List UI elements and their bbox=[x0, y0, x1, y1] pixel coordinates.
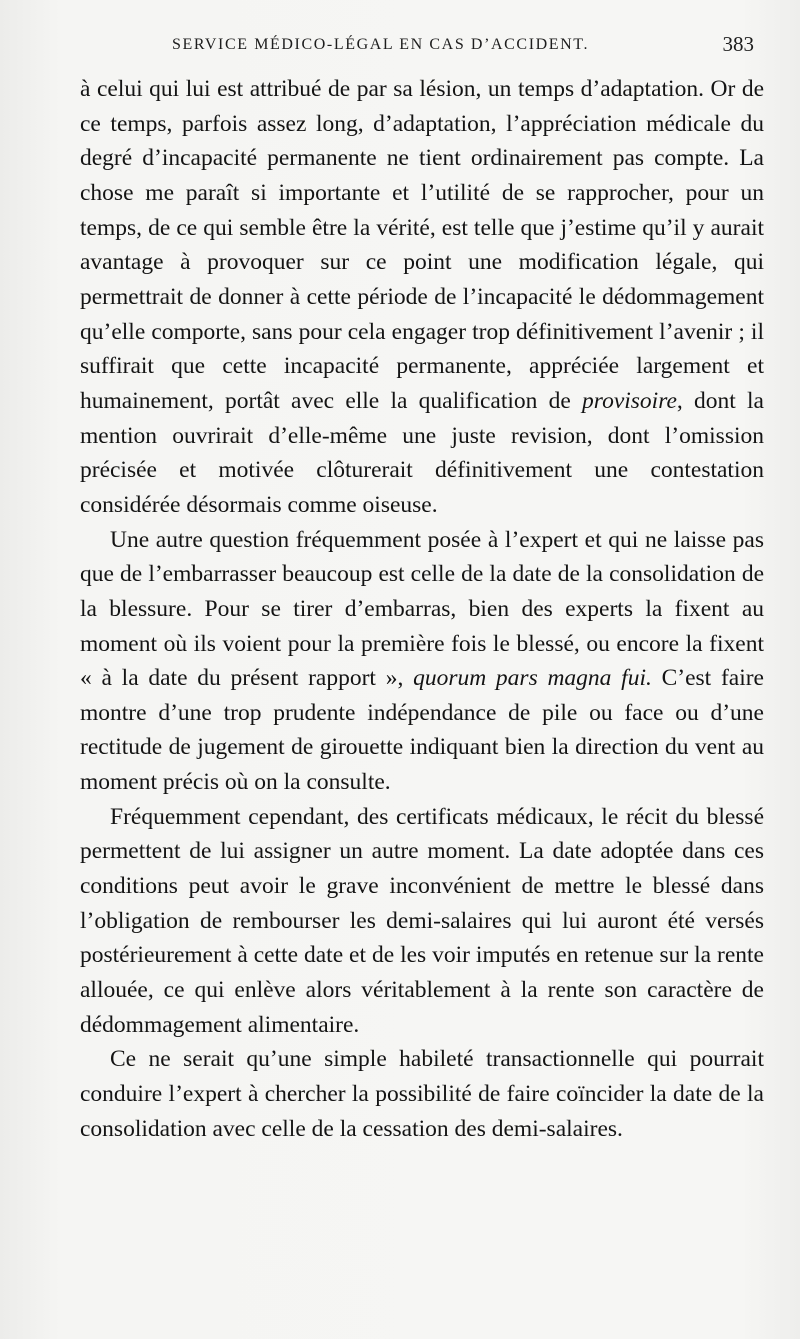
text-segment: Une autre question fréquemment posée à l’expert et qui ne laisse pas que de l’embarrasser beaucoup est celle de la date de la consolidation de la blessure. Pour se tirer d’embarras, bien des experts la fixent au moment où ils voient pour la première fois le blessé, ou encore la fixent « à la date du présent rapport », bbox=[80, 526, 764, 692]
page-number: 383 bbox=[722, 32, 754, 56]
text-segment: , dont la mention ouvrirait d’elle-même une juste revision, dont l’omission précisée et motivée clôturerait définitivement une contestation considérée désormais comme oiseuse. bbox=[80, 387, 764, 518]
italic-latin-quote: quorum pars magna fui. bbox=[413, 665, 652, 692]
paragraph-3 bbox=[80, 800, 764, 1043]
page-header bbox=[80, 30, 760, 62]
paragraph-4 bbox=[80, 1042, 764, 1146]
italic-term-provisoire: provisoire bbox=[582, 387, 677, 414]
text-segment: Ce ne serait qu’une simple habileté transactionnelle qui pourrait conduire l’expert à chercher la possibilité de faire coïncider la date de la consolidation avec celle de la cessation des demi-salaires. bbox=[80, 1046, 764, 1142]
paragraph-2 bbox=[80, 523, 764, 800]
text-segment: à celui qui lui est attribué de par sa lésion, un temps d’adaptation. Or de ce temps, parfois assez long, d’adaptation, l’appréciation médicale du degré d’incapacité permanente ne tient ordinairement pas compte. La chose me paraît si importante et l’utilité de se rapprocher, pour un temps, de ce qui semble être la vérité, est telle que j’estime qu’il y aurait avantage à provoquer sur ce point une modification légale, qui permettrait de donner à cette période de l’incapacité le dédommagement qu’elle comporte, sans pour cela engager trop définitivement l’avenir ; il suffirait que cette incapacité permanente, appréciée largement et humainement, portât avec elle la qualification de bbox=[80, 76, 764, 414]
text-segment: C’est faire montre d’une trop prudente indépendance de pile ou face ou d’une rectitude de jugement de girouette indiquant bien la direction du vent au moment précis où on la consulte. bbox=[80, 665, 764, 796]
text-segment: Fréquemment cependant, des certificats médicaux, le récit du blessé permettent de lui assigner un autre moment. La date adoptée dans ces conditions peut avoir le grave inconvénient de mettre le blessé dans l’obligation de rembourser les demi-salaires qui lui auront été versés postérieurement à cette date et de les voir imputés en retenue sur la rente allouée, ce qui enlève alors véritablement à la rente son caractère de dédommagement alimentaire. bbox=[80, 803, 764, 1038]
running-title: SERVICE MÉDICO-LÉGAL EN CAS D’ACCIDENT. bbox=[172, 36, 590, 53]
body-text bbox=[80, 72, 764, 1146]
paragraph-1 bbox=[80, 72, 764, 523]
